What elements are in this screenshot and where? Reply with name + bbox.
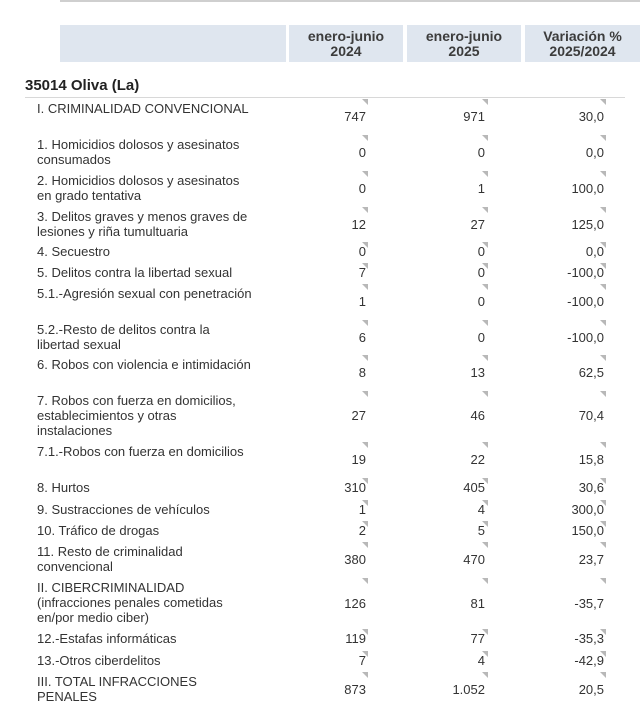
value-variation: 30,0 (578, 109, 604, 124)
cell-marker-icon (362, 320, 368, 326)
cell-marker-icon (482, 578, 488, 584)
cell-marker-icon (482, 99, 488, 105)
cell-marker-icon (362, 672, 368, 678)
value-variation: 150,0 (571, 523, 604, 538)
row-label: 13.-Otros ciberdelitos (37, 653, 161, 668)
value-2025: 1.052 (452, 682, 485, 697)
row-label: 7.1.-Robos con fuerza en domicilios (37, 444, 244, 459)
value-2024: 380 (344, 552, 366, 567)
row-label: 6. Robos con violencia e intimidación (37, 357, 251, 372)
value-2024: 1 (358, 502, 366, 517)
row-label: 8. Hurtos (37, 480, 90, 495)
value-2024: 310 (344, 480, 366, 495)
value-2024: 2 (358, 523, 366, 538)
cell-marker-icon (600, 542, 606, 548)
cell-marker-icon (600, 391, 606, 397)
value-2025: 971 (463, 109, 485, 124)
cell-marker-icon (600, 284, 606, 290)
header-col-variation-label: Variación % 2025/2024 (543, 27, 622, 59)
value-2024: 747 (344, 109, 366, 124)
value-variation: -35,3 (574, 631, 604, 646)
row-label: 5.2.-Resto de delitos contra la libertad sexual (37, 322, 210, 352)
value-2024: 7 (358, 265, 366, 280)
value-variation: 15,8 (578, 452, 604, 467)
row-label: 9. Sustracciones de vehículos (37, 502, 210, 517)
value-2024: 7 (358, 653, 366, 668)
cell-marker-icon (600, 355, 606, 361)
value-2024: 12 (351, 217, 366, 232)
value-2025: 1 (477, 181, 485, 196)
value-2025: 77 (470, 631, 485, 646)
cell-marker-icon (600, 135, 606, 141)
header-col-2025-label: enero-junio 2025 (425, 27, 503, 59)
value-2025: 46 (470, 408, 485, 423)
cell-marker-icon (362, 355, 368, 361)
value-2024: 0 (358, 244, 366, 259)
cell-marker-icon (362, 442, 368, 448)
value-2024: 119 (345, 631, 366, 646)
cell-marker-icon (600, 171, 606, 177)
value-2025: 22 (470, 452, 485, 467)
value-2025: 5 (477, 523, 485, 538)
value-variation: 0,0 (585, 145, 604, 160)
cell-marker-icon (362, 284, 368, 290)
row-label: 3. Delitos graves y menos graves de lesiones y riña tumultuaria (37, 209, 248, 239)
value-2024: 27 (351, 408, 366, 423)
value-2024: 6 (358, 330, 366, 345)
value-variation: -35,7 (574, 596, 604, 611)
value-2024: 1 (358, 294, 366, 309)
cell-marker-icon (600, 578, 606, 584)
value-2025: 0 (477, 294, 485, 309)
row-label: 5. Delitos contra la libertad sexual (37, 265, 233, 280)
cell-marker-icon (362, 207, 368, 213)
value-variation: 100,0 (571, 181, 604, 196)
cell-marker-icon (362, 542, 368, 548)
value-2024: 0 (358, 145, 366, 160)
row-label: 2. Homicidios dolosos y asesinatos en grado tentativa (37, 173, 240, 203)
row-label: II. CIBERCRIMINALIDAD (infracciones penales cometidas en/por medio ciber) (37, 580, 223, 625)
cell-marker-icon (482, 672, 488, 678)
cell-marker-icon (482, 171, 488, 177)
value-variation: 300,0 (571, 502, 604, 517)
value-variation: 125,0 (571, 217, 604, 232)
value-variation: -42,9 (574, 653, 604, 668)
cell-marker-icon (600, 320, 606, 326)
cell-marker-icon (482, 542, 488, 548)
value-2024: 8 (358, 365, 366, 380)
value-variation: -100,0 (567, 294, 604, 309)
row-label: 10. Tráfico de drogas (37, 523, 160, 538)
cell-marker-icon (482, 284, 488, 290)
value-variation: 23,7 (578, 552, 604, 567)
row-label: 5.1.-Agresión sexual con penetración (37, 286, 252, 301)
value-2025: 405 (463, 480, 485, 495)
value-variation: 30,6 (578, 480, 604, 495)
value-2025: 0 (477, 244, 485, 259)
cell-marker-icon (600, 99, 606, 105)
row-label: 11. Resto de criminalidad convencional (37, 544, 183, 574)
value-2025: 4 (477, 653, 485, 668)
row-label: 1. Homicidios dolosos y asesinatos consumados (37, 137, 240, 167)
cell-marker-icon (482, 442, 488, 448)
cell-marker-icon (482, 135, 488, 141)
value-variation: 0,0 (585, 244, 604, 259)
value-2025: 0 (477, 265, 485, 280)
cell-marker-icon (362, 135, 368, 141)
cell-marker-icon (482, 391, 488, 397)
cell-marker-icon (482, 355, 488, 361)
value-variation: 70,4 (578, 408, 604, 423)
row-label: 7. Robos con fuerza en domicilios, establecimientos y otras instalaciones (37, 393, 236, 438)
cell-marker-icon (482, 320, 488, 326)
value-2025: 27 (470, 217, 485, 232)
value-2024: 0 (358, 181, 366, 196)
value-variation: 20,5 (578, 682, 604, 697)
value-2024: 126 (344, 596, 366, 611)
cell-marker-icon (362, 391, 368, 397)
cell-marker-icon (482, 207, 488, 213)
cell-marker-icon (600, 442, 606, 448)
value-2025: 0 (477, 330, 485, 345)
value-variation: -100,0 (567, 330, 604, 345)
row-label: I. CRIMINALIDAD CONVENCIONAL (37, 101, 249, 116)
cell-marker-icon (362, 578, 368, 584)
municipality-title: 35014 Oliva (La) (25, 77, 140, 94)
row-label: III. TOTAL INFRACCIONES PENALES (37, 674, 197, 704)
value-2024: 873 (344, 682, 366, 697)
value-2025: 13 (470, 365, 485, 380)
cell-marker-icon (362, 99, 368, 105)
cell-marker-icon (600, 207, 606, 213)
row-label: 12.-Estafas informáticas (37, 631, 177, 646)
cell-marker-icon (600, 672, 606, 678)
row-label: 4. Secuestro (37, 244, 110, 259)
value-2025: 81 (470, 596, 485, 611)
value-2024: 19 (351, 452, 366, 467)
value-2025: 4 (477, 502, 485, 517)
value-2025: 470 (463, 552, 485, 567)
value-variation: -100,0 (567, 265, 604, 280)
cell-marker-icon (362, 171, 368, 177)
value-2025: 0 (477, 145, 485, 160)
header-col-2024-label: enero-junio 2024 (307, 27, 385, 59)
value-variation: 62,5 (578, 365, 604, 380)
